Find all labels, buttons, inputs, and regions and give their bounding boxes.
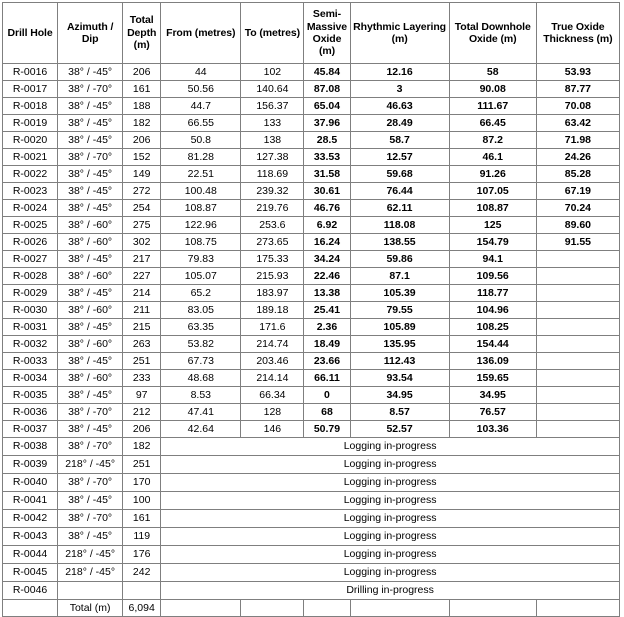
table-row [3,64,620,81]
table-row [3,353,620,370]
cell-rhythmic-layering: 59.86 [350,251,449,268]
cell-semi-massive-oxide: 28.5 [304,132,350,149]
cell-azimuth-dip: 38° / -45° [58,528,123,546]
cell-true-oxide-thickness [536,421,619,438]
cell-true-oxide-thickness: 70.24 [536,200,619,217]
cell-azimuth-dip: 38° / -60° [58,336,123,353]
cell-rhythmic-layering: 135.95 [350,336,449,353]
table-row [3,234,620,251]
cell-total-depth: 233 [123,370,161,387]
cell-azimuth-dip: 38° / -45° [58,98,123,115]
cell-semi-massive-oxide: 18.49 [304,336,350,353]
cell-total-downhole-oxide: 136.09 [449,353,536,370]
cell-total-depth: 254 [123,200,161,217]
cell-azimuth-dip: 38° / -45° [58,492,123,510]
cell-total-depth: 302 [123,234,161,251]
cell-total-depth: 206 [123,64,161,81]
cell-to-metres: 127.38 [241,149,304,166]
cell-total-downhole-oxide: 90.08 [449,81,536,98]
cell-from-metres: 50.8 [161,132,241,149]
cell-total-depth: 206 [123,132,161,149]
table-row-status [3,582,620,600]
cell-status-message: Logging in-progress [161,528,620,546]
cell-from-metres: 42.64 [161,421,241,438]
table-body [3,64,620,617]
table-row-status [3,546,620,564]
cell-total-depth: 149 [123,166,161,183]
cell-semi-massive-oxide: 68 [304,404,350,421]
cell-azimuth-dip: 38° / -60° [58,217,123,234]
cell-total-rhythmic-layering [350,600,449,617]
cell-total-to-metres [241,600,304,617]
cell-to-metres: 214.14 [241,370,304,387]
cell-from-metres: 44 [161,64,241,81]
cell-from-metres: 48.68 [161,370,241,387]
cell-true-oxide-thickness [536,404,619,421]
cell-drill-hole: R-0045 [3,564,58,582]
table-row-status [3,564,620,582]
cell-total-downhole-oxide: 103.36 [449,421,536,438]
table-row-status [3,438,620,456]
cell-rhythmic-layering: 79.55 [350,302,449,319]
column-header-total-downhole-oxide [449,3,536,64]
cell-rhythmic-layering: 12.16 [350,64,449,81]
table-row [3,302,620,319]
cell-drill-hole: R-0040 [3,474,58,492]
cell-from-metres: 79.83 [161,251,241,268]
cell-from-metres: 63.35 [161,319,241,336]
header-text: Drill Hole [7,26,53,39]
cell-total-depth [123,582,161,600]
cell-drill-hole: R-0016 [3,64,58,81]
cell-total-downhole-oxide: 109.56 [449,268,536,285]
cell-rhythmic-layering: 105.89 [350,319,449,336]
cell-drill-hole: R-0035 [3,387,58,404]
cell-true-oxide-thickness [536,336,619,353]
cell-total-depth: 182 [123,438,161,456]
cell-true-oxide-thickness: 53.93 [536,64,619,81]
cell-to-metres: 156.37 [241,98,304,115]
cell-azimuth-dip: 38° / -60° [58,370,123,387]
cell-azimuth-dip: 38° / -70° [58,149,123,166]
table-row [3,251,620,268]
cell-azimuth-dip: 38° / -70° [58,404,123,421]
cell-total-downhole-oxide: 107.05 [449,183,536,200]
cell-semi-massive-oxide: 0 [304,387,350,404]
cell-drill-hole: R-0041 [3,492,58,510]
cell-rhythmic-layering: 118.08 [350,217,449,234]
cell-status-message: Logging in-progress [161,492,620,510]
table-header [3,3,620,64]
cell-drill-hole: R-0044 [3,546,58,564]
cell-total-from-metres [161,600,241,617]
cell-rhythmic-layering: 58.7 [350,132,449,149]
cell-total-true-oxide-thickness [536,600,619,617]
cell-to-metres: 273.65 [241,234,304,251]
cell-azimuth-dip: 38° / -45° [58,64,123,81]
cell-azimuth-dip: 38° / -60° [58,302,123,319]
cell-total-downhole-oxide: 159.65 [449,370,536,387]
cell-total-blank [3,600,58,617]
header-text: From (metres) [166,26,236,39]
header-text: To (metres) [244,26,301,39]
column-header-semi-massive-oxide [304,3,350,64]
cell-azimuth-dip: 38° / -45° [58,285,123,302]
cell-azimuth-dip: 218° / -45° [58,564,123,582]
cell-total-downhole-oxide: 154.79 [449,234,536,251]
table-row-status [3,456,620,474]
table-row-status [3,528,620,546]
cell-azimuth-dip: 38° / -60° [58,234,123,251]
cell-rhythmic-layering: 112.43 [350,353,449,370]
cell-total-downhole-oxide: 66.45 [449,115,536,132]
cell-rhythmic-layering: 93.54 [350,370,449,387]
cell-true-oxide-thickness [536,319,619,336]
cell-total-depth: 161 [123,81,161,98]
cell-to-metres: 66.34 [241,387,304,404]
cell-from-metres: 108.87 [161,200,241,217]
cell-azimuth-dip [58,582,123,600]
cell-azimuth-dip: 38° / -45° [58,183,123,200]
cell-azimuth-dip: 38° / -70° [58,474,123,492]
cell-total-downhole-oxide: 154.44 [449,336,536,353]
cell-drill-hole: R-0023 [3,183,58,200]
cell-total-depth: 182 [123,115,161,132]
cell-from-metres: 8.53 [161,387,241,404]
cell-semi-massive-oxide: 13.38 [304,285,350,302]
cell-semi-massive-oxide: 23.66 [304,353,350,370]
cell-semi-massive-oxide: 37.96 [304,115,350,132]
cell-true-oxide-thickness [536,302,619,319]
cell-total-downhole-oxide: 87.2 [449,132,536,149]
column-header-drill-hole [3,3,58,64]
cell-status-message: Logging in-progress [161,456,620,474]
cell-status-message: Logging in-progress [161,546,620,564]
cell-azimuth-dip: 38° / -45° [58,421,123,438]
cell-total-depth: 152 [123,149,161,166]
cell-from-metres: 122.96 [161,217,241,234]
cell-to-metres: 215.93 [241,268,304,285]
cell-drill-hole: R-0021 [3,149,58,166]
column-header-from-metres [161,3,241,64]
cell-azimuth-dip: 38° / -45° [58,166,123,183]
cell-rhythmic-layering: 62.11 [350,200,449,217]
cell-from-metres: 44.7 [161,98,241,115]
cell-azimuth-dip: 38° / -70° [58,81,123,98]
cell-status-message: Logging in-progress [161,564,620,582]
header-text: True Oxide Thickness (m) [543,20,613,45]
cell-to-metres: 133 [241,115,304,132]
column-header-true-oxide-thickness [536,3,619,64]
cell-status-message: Logging in-progress [161,474,620,492]
header-text: Azimuth / Dip [66,20,114,45]
cell-semi-massive-oxide: 22.46 [304,268,350,285]
cell-semi-massive-oxide: 50.79 [304,421,350,438]
cell-total-depth: 176 [123,546,161,564]
cell-true-oxide-thickness [536,370,619,387]
cell-total-downhole-oxide: 34.95 [449,387,536,404]
table-row-total [3,600,620,617]
cell-from-metres: 47.41 [161,404,241,421]
cell-total-downhole-oxide: 108.25 [449,319,536,336]
cell-azimuth-dip: 38° / -45° [58,319,123,336]
cell-total-downhole-oxide: 91.26 [449,166,536,183]
cell-from-metres: 81.28 [161,149,241,166]
cell-total-label: Total (m) [58,600,123,617]
cell-drill-hole: R-0032 [3,336,58,353]
cell-rhythmic-layering: 52.57 [350,421,449,438]
header-text: Rhythmic Layering (m) [353,20,446,45]
cell-rhythmic-layering: 76.44 [350,183,449,200]
cell-rhythmic-layering: 138.55 [350,234,449,251]
cell-total-depth: 119 [123,528,161,546]
cell-true-oxide-thickness: 91.55 [536,234,619,251]
cell-drill-hole: R-0020 [3,132,58,149]
cell-total-value: 6,094 [123,600,161,617]
table-row [3,336,620,353]
cell-from-metres: 53.82 [161,336,241,353]
cell-rhythmic-layering: 59.68 [350,166,449,183]
cell-to-metres: 203.46 [241,353,304,370]
cell-from-metres: 67.73 [161,353,241,370]
cell-semi-massive-oxide: 34.24 [304,251,350,268]
cell-rhythmic-layering: 46.63 [350,98,449,115]
cell-drill-hole: R-0046 [3,582,58,600]
cell-from-metres: 65.2 [161,285,241,302]
cell-total-depth: 242 [123,564,161,582]
cell-azimuth-dip: 38° / -45° [58,132,123,149]
cell-azimuth-dip: 218° / -45° [58,546,123,564]
table-row [3,81,620,98]
cell-total-depth: 206 [123,421,161,438]
cell-total-depth: 263 [123,336,161,353]
cell-rhythmic-layering: 3 [350,81,449,98]
cell-true-oxide-thickness: 71.98 [536,132,619,149]
cell-drill-hole: R-0042 [3,510,58,528]
cell-to-metres: 214.74 [241,336,304,353]
column-header-rhythmic-layering [350,3,449,64]
cell-drill-hole: R-0039 [3,456,58,474]
cell-true-oxide-thickness: 89.60 [536,217,619,234]
column-header-azimuth-dip [58,3,123,64]
cell-semi-massive-oxide: 33.53 [304,149,350,166]
cell-true-oxide-thickness: 67.19 [536,183,619,200]
cell-to-metres: 183.97 [241,285,304,302]
cell-semi-massive-oxide: 66.11 [304,370,350,387]
cell-rhythmic-layering: 34.95 [350,387,449,404]
cell-total-depth: 214 [123,285,161,302]
cell-total-depth: 211 [123,302,161,319]
cell-true-oxide-thickness: 24.26 [536,149,619,166]
cell-drill-hole: R-0037 [3,421,58,438]
cell-total-depth: 215 [123,319,161,336]
cell-total-downhole-oxide: 118.77 [449,285,536,302]
table-row [3,421,620,438]
header-text: Semi-Massive Oxide (m) [306,8,348,58]
cell-azimuth-dip: 38° / -70° [58,438,123,456]
cell-from-metres: 83.05 [161,302,241,319]
table-row [3,98,620,115]
table-row [3,285,620,302]
cell-rhythmic-layering: 12.57 [350,149,449,166]
cell-azimuth-dip: 38° / -60° [58,268,123,285]
cell-drill-hole: R-0022 [3,166,58,183]
cell-from-metres: 105.07 [161,268,241,285]
cell-total-depth: 251 [123,353,161,370]
cell-status-message: Logging in-progress [161,438,620,456]
cell-azimuth-dip: 38° / -45° [58,387,123,404]
cell-semi-massive-oxide: 2.36 [304,319,350,336]
cell-total-depth: 100 [123,492,161,510]
table-row [3,387,620,404]
cell-total-depth: 161 [123,510,161,528]
cell-semi-massive-oxide: 25.41 [304,302,350,319]
cell-azimuth-dip: 38° / -45° [58,353,123,370]
cell-total-downhole-oxide: 94.1 [449,251,536,268]
cell-to-metres: 253.6 [241,217,304,234]
cell-true-oxide-thickness [536,268,619,285]
cell-total-depth: 217 [123,251,161,268]
cell-true-oxide-thickness [536,387,619,404]
cell-drill-hole: R-0043 [3,528,58,546]
cell-semi-massive-oxide: 16.24 [304,234,350,251]
cell-drill-hole: R-0028 [3,268,58,285]
cell-to-metres: 118.69 [241,166,304,183]
cell-semi-massive-oxide: 46.76 [304,200,350,217]
cell-true-oxide-thickness [536,285,619,302]
cell-total-depth: 251 [123,456,161,474]
column-header-to-metres [241,3,304,64]
cell-drill-hole: R-0036 [3,404,58,421]
drill-hole-results-table [2,2,620,617]
cell-to-metres: 239.32 [241,183,304,200]
cell-to-metres: 219.76 [241,200,304,217]
column-header-total-depth [123,3,161,64]
cell-drill-hole: R-0029 [3,285,58,302]
cell-true-oxide-thickness [536,353,619,370]
header-text: Total Downhole Oxide (m) [454,20,531,45]
cell-drill-hole: R-0024 [3,200,58,217]
table-row-status [3,492,620,510]
cell-drill-hole: R-0027 [3,251,58,268]
cell-total-downhole-oxide: 111.67 [449,98,536,115]
cell-to-metres: 140.64 [241,81,304,98]
cell-total-depth: 212 [123,404,161,421]
cell-rhythmic-layering: 87.1 [350,268,449,285]
cell-drill-hole: R-0033 [3,353,58,370]
cell-from-metres: 108.75 [161,234,241,251]
cell-total-downhole-oxide: 46.1 [449,149,536,166]
cell-drill-hole: R-0017 [3,81,58,98]
cell-drill-hole: R-0030 [3,302,58,319]
cell-to-metres: 138 [241,132,304,149]
cell-semi-massive-oxide: 31.58 [304,166,350,183]
cell-rhythmic-layering: 8.57 [350,404,449,421]
cell-drill-hole: R-0031 [3,319,58,336]
cell-semi-massive-oxide: 6.92 [304,217,350,234]
table-row [3,115,620,132]
cell-to-metres: 189.18 [241,302,304,319]
cell-azimuth-dip: 38° / -45° [58,200,123,217]
cell-total-semi-massive-oxide [304,600,350,617]
cell-true-oxide-thickness: 70.08 [536,98,619,115]
cell-total-depth: 97 [123,387,161,404]
cell-total-downhole-oxide: 76.57 [449,404,536,421]
cell-status-message: Drilling in-progress [161,582,620,600]
table-row [3,217,620,234]
cell-rhythmic-layering: 105.39 [350,285,449,302]
cell-true-oxide-thickness [536,251,619,268]
cell-total-depth: 272 [123,183,161,200]
cell-azimuth-dip: 218° / -45° [58,456,123,474]
table-row [3,166,620,183]
cell-total-downhole-oxide: 125 [449,217,536,234]
cell-drill-hole: R-0018 [3,98,58,115]
table-row-status [3,474,620,492]
cell-true-oxide-thickness: 87.77 [536,81,619,98]
cell-true-oxide-thickness: 85.28 [536,166,619,183]
cell-from-metres: 22.51 [161,166,241,183]
table-row [3,404,620,421]
cell-total-downhole-oxide: 104.96 [449,302,536,319]
table-row [3,149,620,166]
table-row [3,370,620,387]
table-row [3,268,620,285]
cell-from-metres: 50.56 [161,81,241,98]
cell-drill-hole: R-0038 [3,438,58,456]
cell-semi-massive-oxide: 65.04 [304,98,350,115]
cell-from-metres: 66.55 [161,115,241,132]
cell-to-metres: 102 [241,64,304,81]
cell-total-depth: 170 [123,474,161,492]
table-row [3,319,620,336]
cell-drill-hole: R-0025 [3,217,58,234]
cell-true-oxide-thickness: 63.42 [536,115,619,132]
table-row [3,132,620,149]
cell-to-metres: 146 [241,421,304,438]
cell-total-downhole-oxide: 108.87 [449,200,536,217]
cell-semi-massive-oxide: 87.08 [304,81,350,98]
cell-to-metres: 171.6 [241,319,304,336]
cell-azimuth-dip: 38° / -45° [58,115,123,132]
header-row [3,3,620,64]
cell-azimuth-dip: 38° / -70° [58,510,123,528]
header-text: Total Depth (m) [127,14,157,52]
cell-azimuth-dip: 38° / -45° [58,251,123,268]
table-row [3,200,620,217]
cell-from-metres: 100.48 [161,183,241,200]
table-row [3,183,620,200]
cell-to-metres: 128 [241,404,304,421]
cell-drill-hole: R-0034 [3,370,58,387]
cell-total-depth: 188 [123,98,161,115]
table-row-status [3,510,620,528]
cell-to-metres: 175.33 [241,251,304,268]
cell-total-depth: 275 [123,217,161,234]
cell-drill-hole: R-0026 [3,234,58,251]
cell-total-downhole-oxide [449,600,536,617]
cell-drill-hole: R-0019 [3,115,58,132]
cell-semi-massive-oxide: 30.61 [304,183,350,200]
cell-semi-massive-oxide: 45.84 [304,64,350,81]
cell-rhythmic-layering: 28.49 [350,115,449,132]
cell-status-message: Logging in-progress [161,510,620,528]
cell-total-depth: 227 [123,268,161,285]
cell-total-downhole-oxide: 58 [449,64,536,81]
